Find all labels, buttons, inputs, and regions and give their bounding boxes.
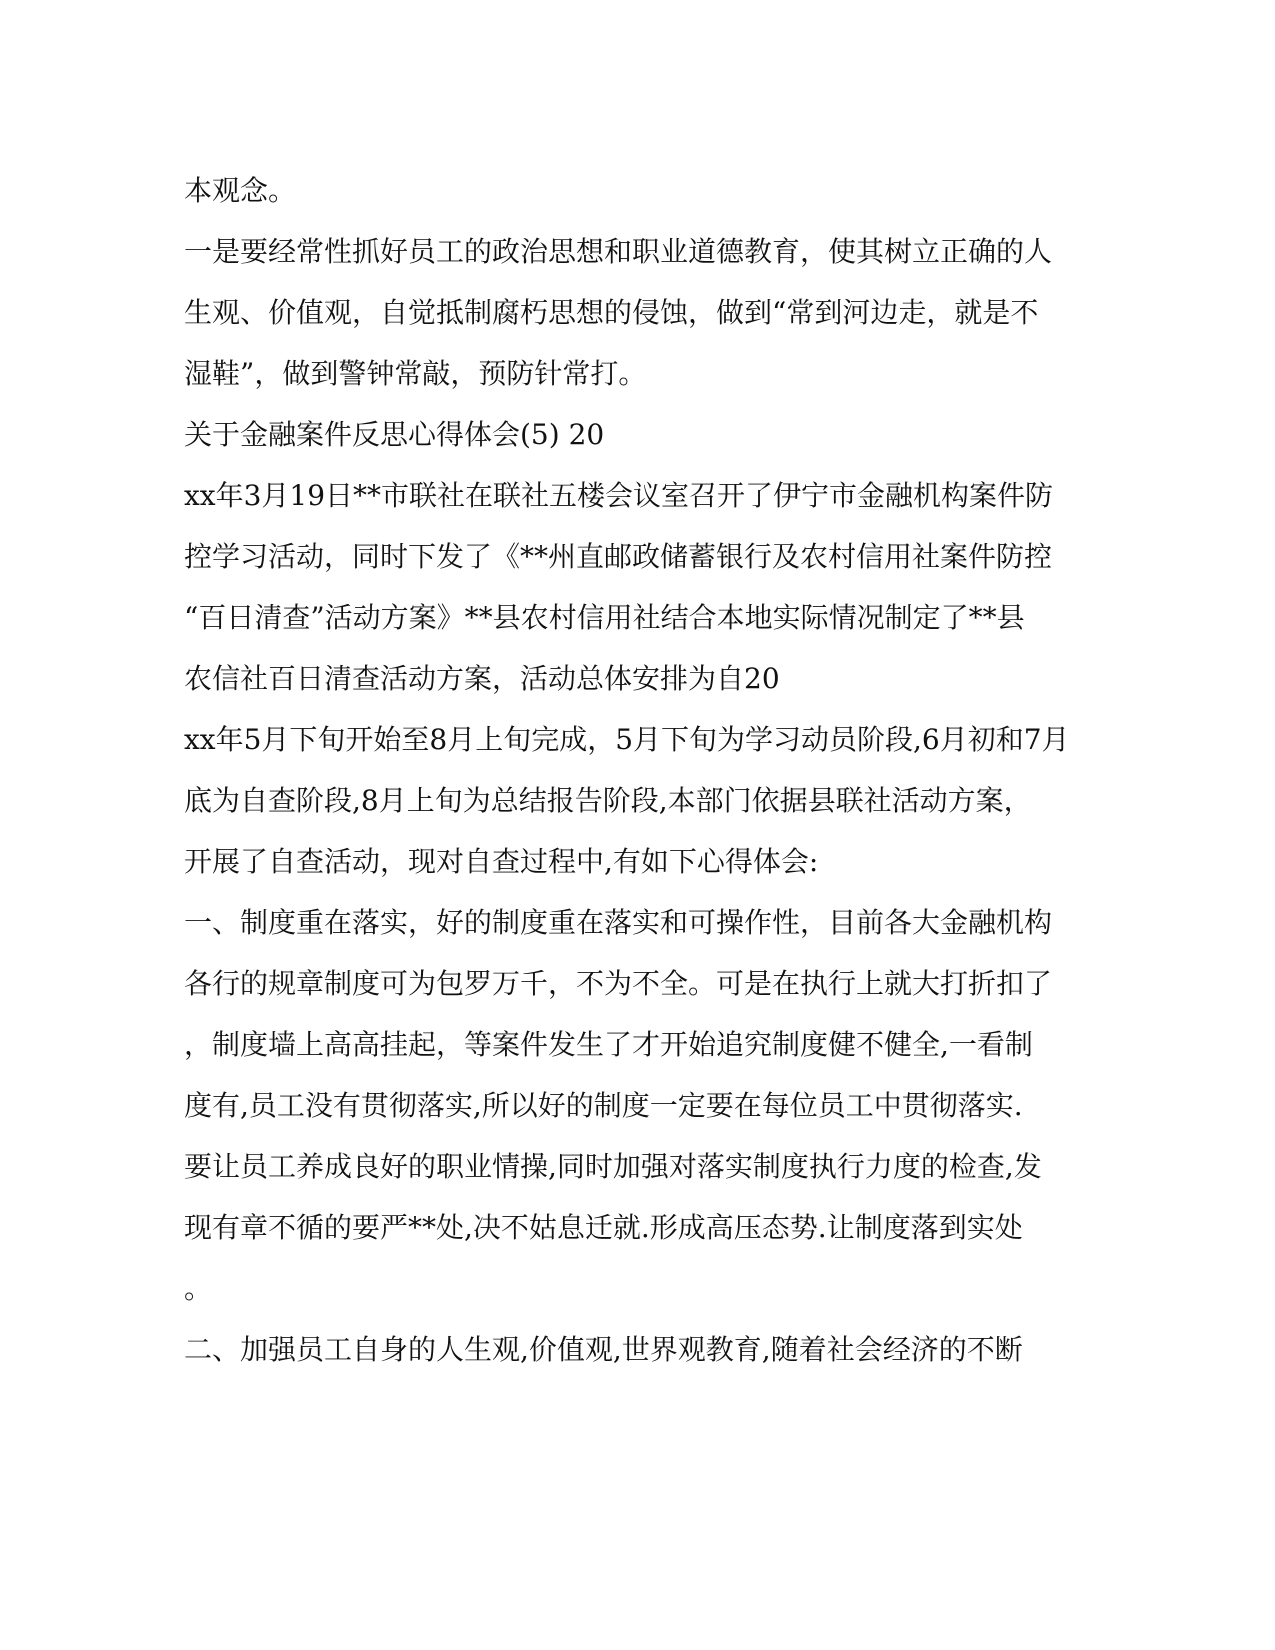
text-line: 底为自查阶段,8月上旬为总结报告阶段,本部门依据县联社活动方案， — [184, 784, 1032, 817]
text-line: 一是要经常性抓好员工的政治思想和职业道德教育，使其树立正确的人 — [184, 235, 1053, 268]
text-line: 度有,员工没有贯彻落实,所以好的制度一定要在每位员工中贯彻落实. — [184, 1089, 1023, 1122]
section-heading: 关于金融案件反思心得体会(5) 20 — [184, 418, 605, 451]
document-body — [184, 160, 1084, 1380]
text-line: 。 — [184, 1272, 213, 1305]
text-line: 各行的规章制度可为包罗万千，不为不全。可是在执行上就大打折扣了 — [184, 967, 1053, 1000]
text-line: 一、制度重在落实，好的制度重在落实和可操作性，目前各大金融机构 — [184, 906, 1053, 939]
text-line: xx年5月下旬开始至8月上旬完成，5月下旬为学习动员阶段,6月初和7月 — [184, 723, 1070, 756]
text-line: 生观、价值观，自觉抵制腐朽思想的侵蚀，做到“常到河边走，就是不 — [184, 296, 1039, 329]
text-line: 现有章不循的要严**处,决不姑息迁就.形成高压态势.让制度落到实处 — [184, 1211, 1023, 1244]
text-line: 农信社百日清查活动方案，活动总体安排为自20 — [184, 662, 780, 695]
text-line: “百日清查”活动方案》**县农村信用社结合本地实际情况制定了**县 — [184, 601, 1025, 634]
text-line: 控学习活动，同时下发了《**州直邮政储蓄银行及农村信用社案件防控 — [184, 540, 1053, 573]
text-line: ，制度墙上高高挂起，等案件发生了才开始追究制度健不健全,一看制 — [184, 1028, 1033, 1061]
text-line: 本观念。 — [184, 174, 297, 207]
text-line: 要让员工养成良好的职业情操,同时加强对落实制度执行力度的检查,发 — [184, 1150, 1042, 1183]
text-line: 二、加强员工自身的人生观,价值观,世界观教育,随着社会经济的不断 — [184, 1333, 1023, 1366]
text-line: 开展了自查活动，现对自查过程中,有如下心得体会: — [184, 845, 819, 878]
text-line: 湿鞋”，做到警钟常敲，预防针常打。 — [184, 357, 647, 390]
text-line: xx年3月19日**市联社在联社五楼会议室召开了伊宁市金融机构案件防 — [184, 479, 1054, 512]
